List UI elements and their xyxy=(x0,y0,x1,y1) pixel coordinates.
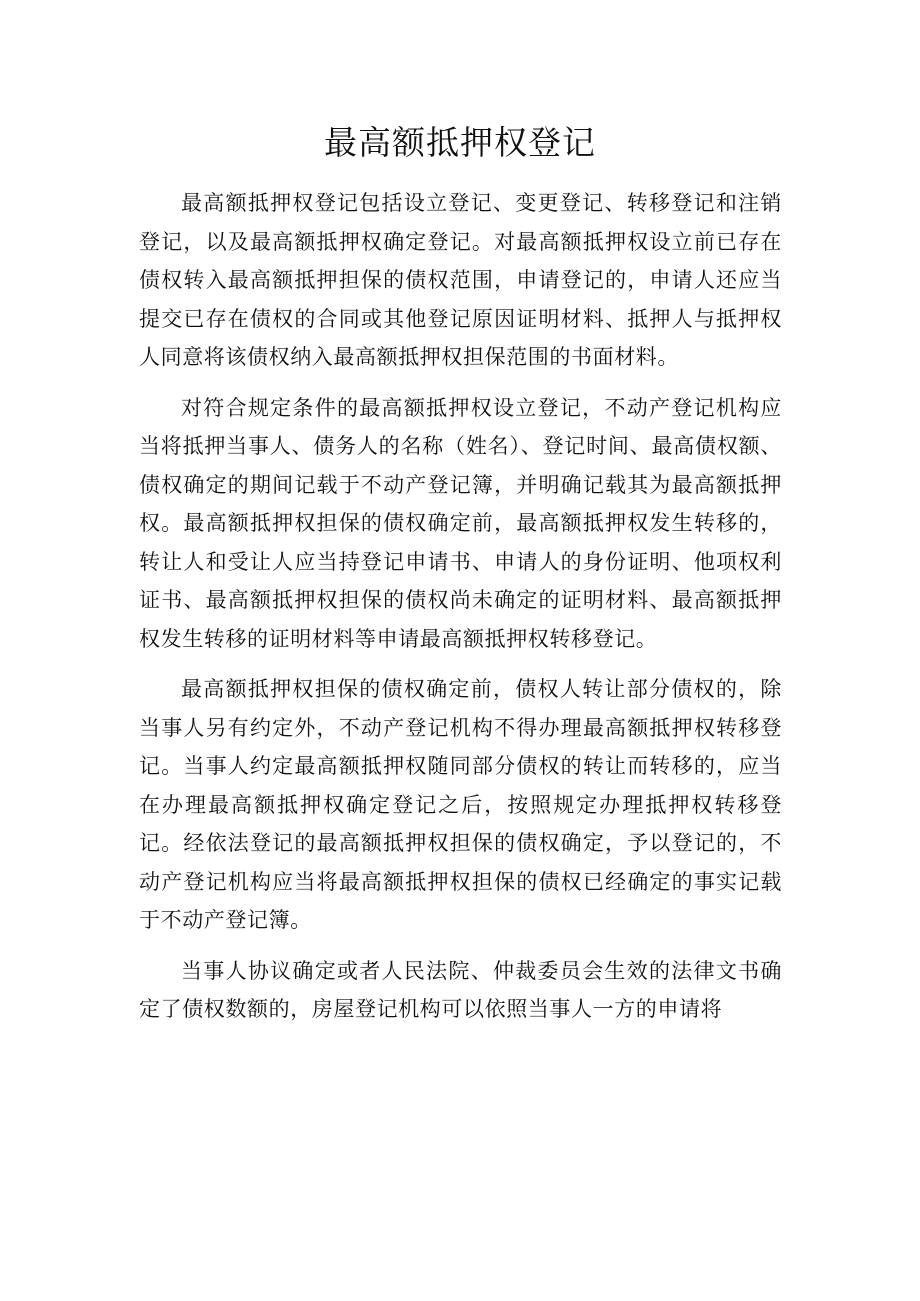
paragraph-1: 最高额抵押权登记包括设立登记、变更登记、转移登记和注销登记，以及最高额抵押权确定登记。对最高额抵押权设立前已存在债权转入最高额抵押担保的债权范围，申请登记的，申请人还应当提交已存在债权的合同或其他登记原因证明材料、抵押人与抵押权人同意将该债权纳入最高额抵押权担保范围的书面材料。 xyxy=(139,191,782,369)
document-title: 最高额抵押权登记 xyxy=(324,123,596,162)
document-body xyxy=(139,184,782,1041)
paragraph-4: 当事人协议确定或者人民法院、仲裁委员会生效的法律文书确定了债权数额的，房屋登记机构可以依照当事人一方的申请将 xyxy=(139,958,782,1021)
paragraph-3: 最高额抵押权担保的债权确定前，债权人转让部分债权的，除当事人另有约定外，不动产登记机构不得办理最高额抵押权转移登记。当事人约定最高额抵押权随同部分债权的转让而转移的，应当在办理最高额抵押权确定登记之后，按照规定办理抵押权转移登记。经依法登记的最高额抵押权担保的债权确定，予以登记的，不动产登记机构应当将最高额抵押权担保的债权已经确定的事实记载于不动产登记簿。 xyxy=(139,677,782,932)
paragraph-2: 对符合规定条件的最高额抵押权设立登记，不动产登记机构应当将抵押当事人、债务人的名称（姓名）、登记时间、最高债权额、债权确定的期间记载于不动产登记簿，并明确记载其为最高额抵押权。最高额抵押权担保的债权确定前，最高额抵押权发生转移的，转让人和受让人应当持登记申请书、申请人的身份证明、他项权利证书、最高额抵押权担保的债权尚未确定的证明材料、最高额抵押权发生转移的证明材料等申请最高额抵押权转移登记。 xyxy=(139,395,782,651)
